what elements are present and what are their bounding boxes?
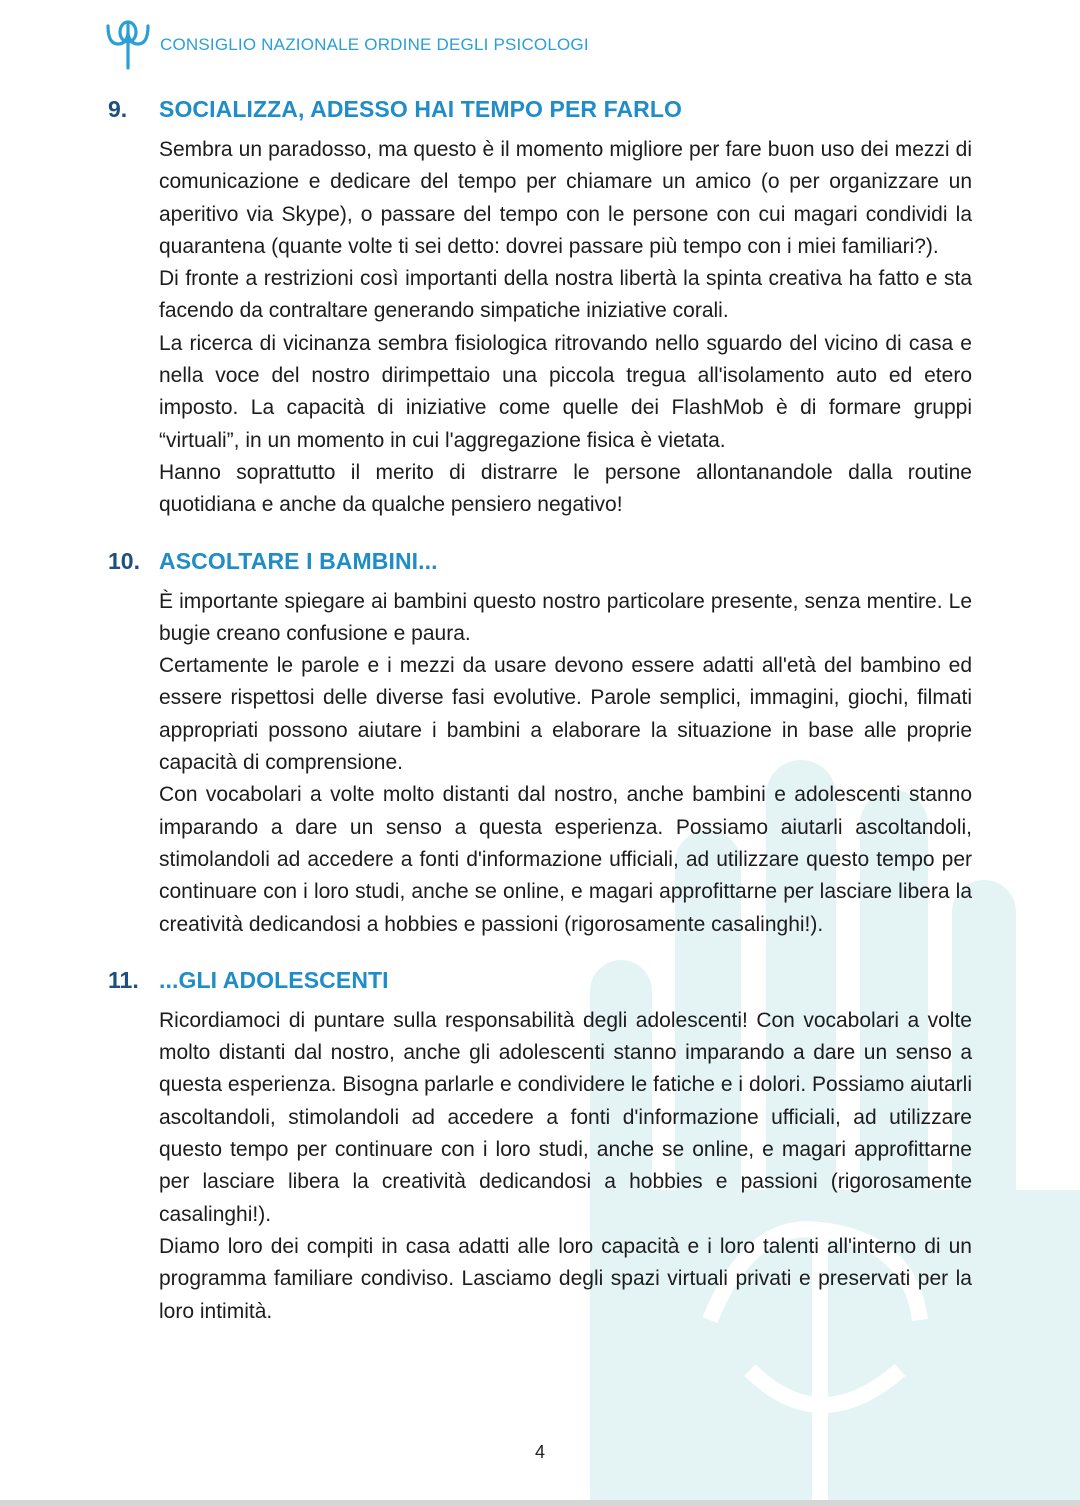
page-number: 4: [534, 1442, 545, 1462]
paragraph: È importante spiegare ai bambini questo nostro particolare presente, senza mentire. Le bugie creano confusione e paura.: [159, 589, 972, 645]
section-number: 9.: [108, 96, 128, 122]
paragraph: La ricerca di vicinanza sembra fisiologica ritrovando nello sguardo del vicino di casa e nella voce del nostro dirimpettaio una piccola tregua all'isolamento auto ed etero imposto. La capacità di iniziative come quelle dei FlashMob è di formare gruppi “virtuali”, in un momento in cui l'aggregazione fisica è vietata.: [159, 331, 972, 452]
section-body: [159, 134, 972, 522]
section-ascoltare-bambini: [108, 548, 972, 941]
paragraph: Certamente le parole e i mezzi da usare devono essere adatti all'età del bambino ed essere rispettosi delle diverse fasi evolutive. Parole semplici, immagini, giochi, filmati appropriati possono aiutare i bambini a elaborare la situazione in base alle proprie capacità di comprensione.: [159, 654, 972, 775]
section-title: ...GLI ADOLESCENTI: [159, 966, 389, 993]
section-adolescenti: [108, 967, 972, 1328]
organization-name: CONSIGLIO NAZIONALE ORDINE DEGLI PSICOLOGI: [160, 35, 589, 54]
section-number: 11.: [108, 966, 139, 993]
section-title: SOCIALIZZA, ADESSO HAI TEMPO PER FARLO: [159, 96, 683, 122]
section-socializza: [108, 96, 972, 522]
paragraph: Ricordiamoci di puntare sulla responsabilità degli adolescenti! Con vocabolari a volte molto distanti dal nostro, anche gli adolescenti stanno imparando a dare un senso a questa esperienza. Bisogna parlarle e condividere le fatiche e i dolori. Possiamo aiutarli ascoltandoli, stimolandoli ad accedere a fonti d'informazione ufficiali, ad utilizzare questo tempo per continuare con i loro studi, anche se online, e magari approfittarne per lasciare libera la creatività dedicandosi a hobbies e passioni (rigorosamente casalinghi!).: [159, 1008, 972, 1226]
psi-logo-icon: [104, 18, 154, 70]
section-heading: [108, 967, 972, 1005]
section-title: ASCOLTARE I BAMBINI...: [159, 547, 438, 574]
paragraph: Con vocabolari a volte molto distanti dal nostro, anche bambini e adolescenti stanno imparando a dare un senso a questa esperienza. Possiamo aiutarli ascoltandoli, stimolandoli ad accedere a fonti d'informazione ufficiali, ad utilizzare questo tempo per continuare con i loro studi, anche se online, e magari approfittarne per lasciare libera la creatività dedicandosi a hobbies e passioni (rigorosamente casalinghi!).: [159, 783, 972, 936]
paragraph: Hanno soprattutto il merito di distrarre le persone allontanandole dalla routine quotidiana e anche da qualche pensiero negativo!: [159, 460, 972, 517]
section-heading: [108, 96, 972, 134]
section-heading: [108, 548, 972, 586]
paragraph: Diamo loro dei compiti in casa adatti alle loro capacità e i loro talenti all'interno di un programma familiare condiviso. Lasciamo degli spazi virtuali privati e preservati per la loro intimità.: [159, 1234, 972, 1323]
section-number: 10.: [108, 547, 140, 574]
paragraph: Di fronte a restrizioni così importanti della nostra libertà la spinta creativa ha fatto e sta facendo da contraltare generando simpatiche iniziative corali.: [159, 267, 972, 323]
section-body: [159, 586, 972, 941]
section-body: [159, 1005, 972, 1328]
paragraph: Sembra un paradosso, ma questo è il momento migliore per fare buon uso dei mezzi di comunicazione e dedicare del tempo per chiamare un amico (o per organizzare un aperitivo via Skype), o passare del tempo con le persone con cui magari condividi la quarantena (quante volte ti sei detto: dovrei passare più tempo con i miei familiari?).: [159, 138, 972, 258]
document-content: [108, 96, 972, 1354]
document-header: [104, 18, 589, 70]
